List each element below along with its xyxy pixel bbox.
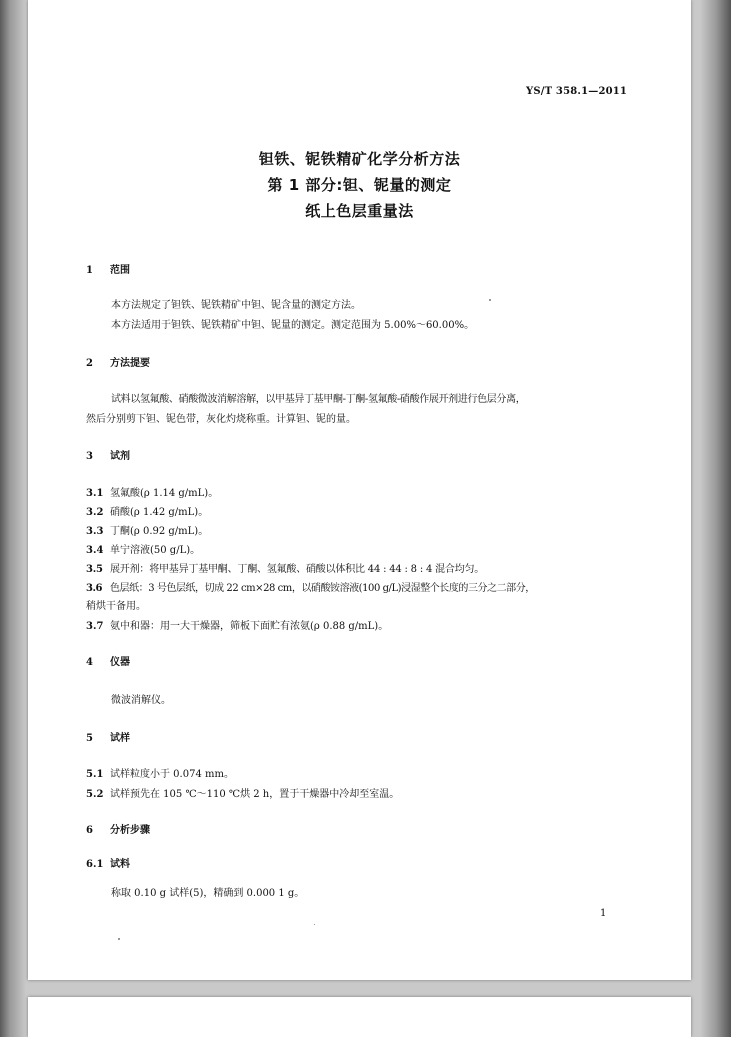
- scan-speck: [489, 299, 491, 301]
- clause-number: 3.5: [86, 564, 103, 575]
- reagent-item: [86, 544, 200, 558]
- section-title: 范围: [110, 265, 130, 276]
- section-heading-sample: [86, 732, 130, 746]
- section-title: 试样: [110, 733, 130, 744]
- clause-number: 3.6: [86, 583, 103, 594]
- document-title-line-2: 第 1 部分:钽、铌量的测定: [267, 176, 452, 194]
- section-title: 试剂: [110, 451, 130, 462]
- document-title-line-1: 钽铁、铌铁精矿化学分析方法: [258, 150, 461, 168]
- section-title: 仪器: [110, 657, 130, 668]
- reagent-item-continuation: 稍烘干备用。: [86, 601, 146, 612]
- reagent-item: [86, 506, 208, 520]
- sample-item: [86, 768, 234, 782]
- section-number: 3: [86, 451, 93, 462]
- reagent-item: [86, 620, 388, 634]
- clause-number: 3.3: [86, 526, 104, 537]
- document-title-line-3: 纸上色层重量法: [305, 202, 414, 220]
- section-heading-reagents: [86, 450, 130, 464]
- scope-paragraph-1: 本方法规定了钽铁、铌铁精矿中钽、铌含量的测定方法。: [111, 300, 361, 311]
- clause-text: 展开剂：将甲基异丁基甲酮、丁酮、氢氟酸、硝酸以体积比 44 : 44 : 8 : 4 混合均匀。: [110, 564, 485, 575]
- clause-number: 3.1: [86, 488, 104, 499]
- principle-line-2: 然后分别剪下钽、铌色带，灰化灼烧称重。计算钽、铌的量。: [86, 414, 356, 425]
- sample-item: [86, 788, 399, 802]
- subsection-number: 6.1: [86, 859, 104, 870]
- clause-number: 3.7: [86, 621, 104, 632]
- clause-text: 试样预先在 105 ℃～110 ℃烘 2 h，置于干燥器中冷却至室温。: [110, 789, 400, 800]
- test-portion-paragraph: 称取 0.10 g 试样(5)，精确到 0.000 1 g。: [111, 888, 305, 899]
- clause-text: 氨中和器：用一大干燥器，筛板下面贮有浓氨(ρ 0.88 g/mL)。: [110, 621, 389, 632]
- section-heading-procedure: [86, 824, 150, 838]
- section-title: 方法提要: [110, 358, 150, 369]
- clause-text: 色层纸：3 号色层纸，切成 22 cm×28 cm，以硝酸铵溶液(100 g/L)浸湿整个长度的三分之二部分，: [110, 583, 535, 594]
- clause-text: 试样粒度小于 0.074 mm。: [110, 769, 234, 780]
- section-title: 分析步骤: [110, 825, 150, 836]
- clause-number: 5.1: [86, 769, 104, 780]
- section-number: 2: [86, 358, 93, 369]
- scan-speck: [314, 924, 315, 925]
- reagent-item: [86, 582, 535, 596]
- reagent-item: [86, 525, 208, 539]
- scan-speck: [118, 938, 120, 940]
- section-heading-apparatus: [86, 656, 130, 670]
- section-number: 5: [86, 733, 93, 744]
- principle-line-1: 试料以氢氟酸、硝酸微波消解溶解，以甲基异丁基甲酮-丁酮-氢氟酸-硝酸作展开剂进行色层分离，: [111, 394, 526, 405]
- clause-text: 氢氟酸(ρ 1.14 g/mL)。: [110, 488, 219, 499]
- standard-number: YS/T 358.1—2011: [526, 86, 628, 97]
- reagent-item: [86, 563, 484, 577]
- clause-text: 丁酮(ρ 0.92 g/mL)。: [110, 526, 209, 537]
- clause-number: 5.2: [86, 789, 104, 800]
- clause-text: 单宁溶液(50 g/L)。: [110, 545, 201, 556]
- subsection-title: 试料: [110, 859, 130, 870]
- next-page-edge: [28, 997, 691, 1037]
- scope-paragraph-2: 本方法适用于钽铁、铌铁精矿中钽、铌量的测定。测定范围为 5.00%～60.00%。: [111, 320, 475, 331]
- section-heading-principle: [86, 357, 150, 371]
- clause-number: 3.2: [86, 507, 104, 518]
- section-number: 4: [86, 657, 93, 668]
- apparatus-paragraph: 微波消解仪。: [111, 695, 171, 706]
- subsection-heading-test-portion: [86, 858, 130, 872]
- page-number: 1: [600, 908, 607, 919]
- section-number: 1: [86, 265, 93, 276]
- clause-number: 3.4: [86, 545, 104, 556]
- document-page: [28, 0, 691, 980]
- section-number: 6: [86, 825, 93, 836]
- reagent-item: [86, 487, 218, 501]
- section-heading-scope: [86, 264, 130, 278]
- clause-text: 硝酸(ρ 1.42 g/mL)。: [110, 507, 209, 518]
